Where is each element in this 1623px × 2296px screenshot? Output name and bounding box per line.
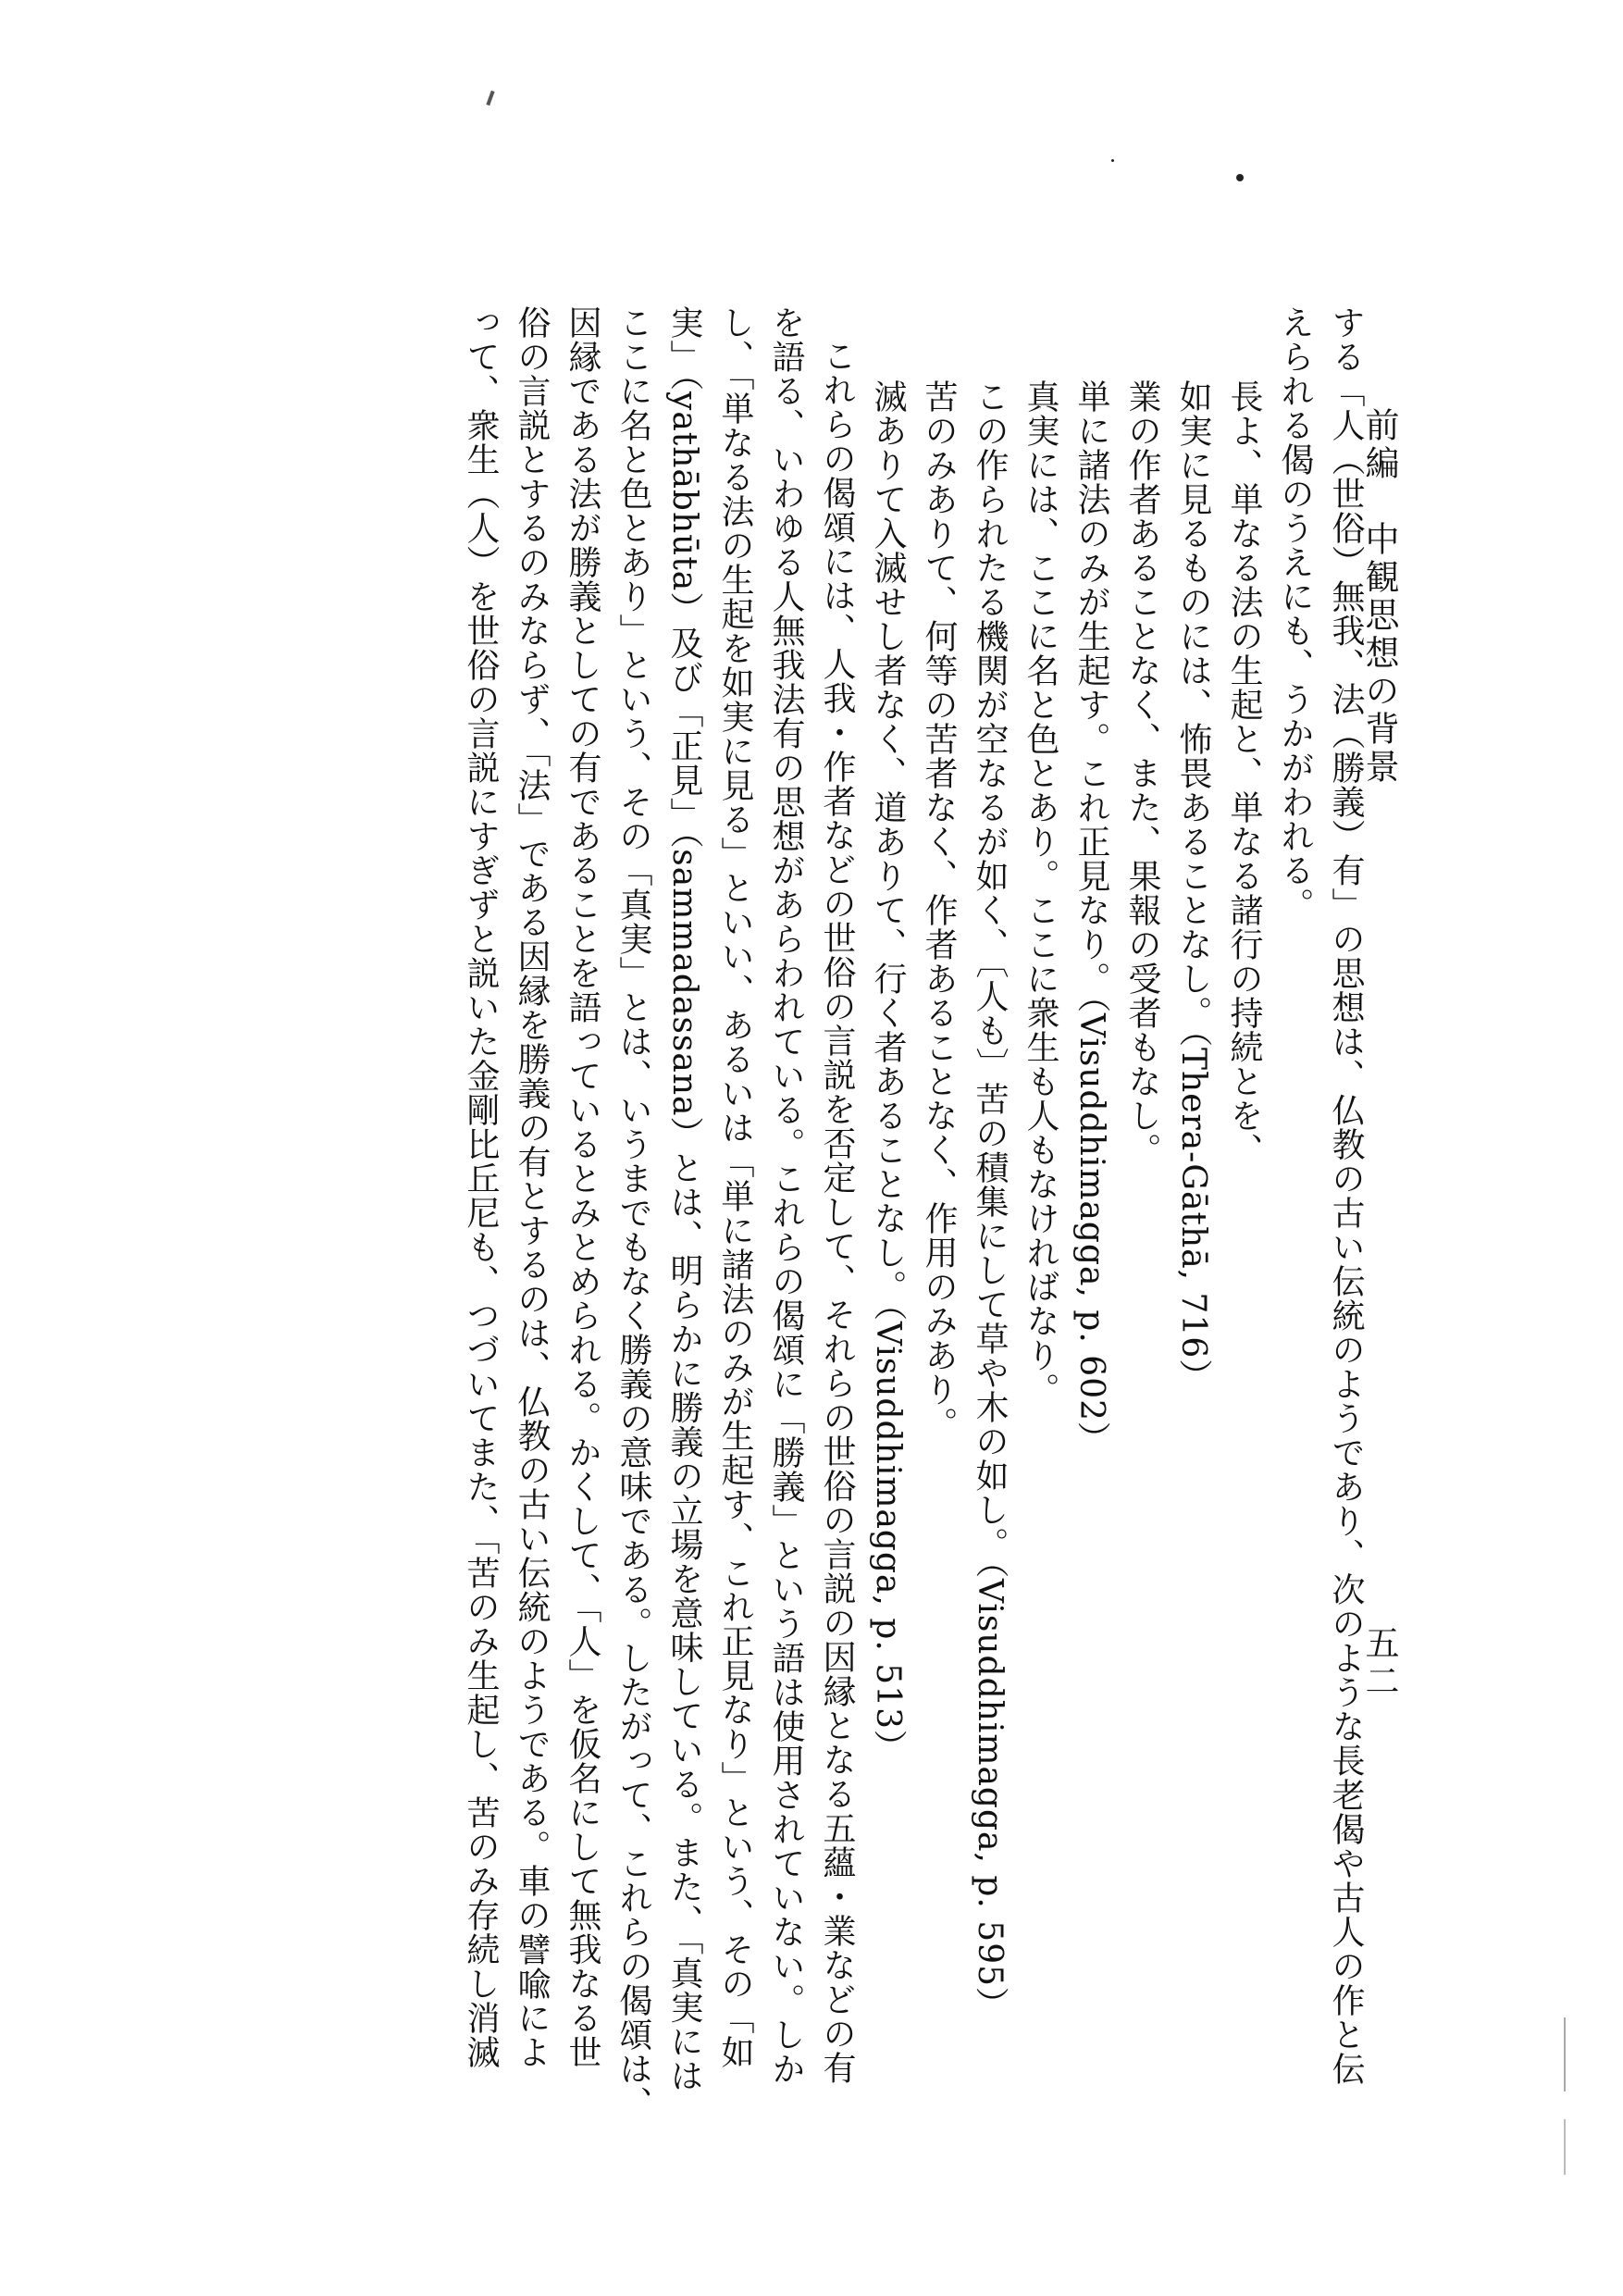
text-line: 実」（yathābhūta）及び「正見」（sammadassana）とは、明らかに勝義の立場を意味している。また、「真実には [665,305,703,2093]
verse-line: 真実には、ここに名と色とあり。ここに衆生も人もなければなり。 [1022,379,1059,1407]
text-line: って、衆生（人）を世俗の言説にすぎずと説いた金剛比丘尼も、つづいてまた、「苦のみ生起し、苦のみ存続し消滅 [462,305,500,2069]
body-text [326,305,1371,2120]
verse-line: 単に諸法のみが生起す。これ正見なり。（Visuddhimagga, p. 602） [1072,379,1110,1457]
text-line: を語る、いわゆる人無我法有の思想があらわれている。これらの偈頌に「勝義」という語は使用されていない。しか [767,305,805,2086]
text-line: 因縁である法が勝義としての有であることを語っているとみとめられる。かくして、「人」を仮名にして無我なる世 [564,305,601,2069]
verse-line: 苦のみありて、何等の苦者なく、作者あることなく、作用のみあり。 [920,379,958,1441]
page-number: 五二 [1359,1625,1399,1701]
verse-line: 滅ありて入滅せし者なく、道ありて、行く者あることなし。（Visuddhimagga, p. 513） [869,379,907,1765]
scan-line [1564,2017,1566,2091]
scan-line [1564,2119,1566,2175]
scan-mark [486,91,494,105]
text-line: えられる偈のうえにも、うかがわれる。 [1276,305,1314,922]
text-line: これらの偈頌には、人我・作者などの世俗の言説を否定して、それらの世俗の言説の因縁となる五蘊・業などの有 [818,339,856,2085]
text-line: する「人（世俗）無我、法（勝義）有」の思想は、仏教の古い伝統のようであり、次のような長老偈や古人の作と伝 [1327,305,1365,2086]
running-header-title: 前編 中観思想の背景 [1359,407,1399,787]
verse-line: 長よ、単なる法の生起と、単なる諸行の持続とを、 [1225,379,1263,1167]
verse-line: 如実に見るものには、怖畏あることなし。（Thera-Gāthā, 716） [1174,379,1212,1394]
text-line: し、「単なる法の生起を如実に見る」といい、あるいは「単に諸法のみが生起す、これ正見なり」という、その「如 [716,305,754,2069]
scan-dot [1236,174,1244,181]
verse-line: この作られたる機関が空なるが如く、〔人も〕苦の積集にして草や木の如し。（Visuddhimagga, p. 595） [971,379,1009,2022]
verse-line: 業の作者あることなく、また、果報の受者もなし。 [1123,379,1161,1167]
text-line: 俗の言説とするのみならず、「法」である因縁を勝義の有とするのは、仏教の古い伝統のようである。車の譬喩によ [513,305,551,2069]
text-line: ここに名と色とあり」という、その「真実」とは、いうまでもなく勝義の意味である。したがって、これらの偈頌は、 [614,305,652,2120]
scan-dot [1111,159,1114,162]
